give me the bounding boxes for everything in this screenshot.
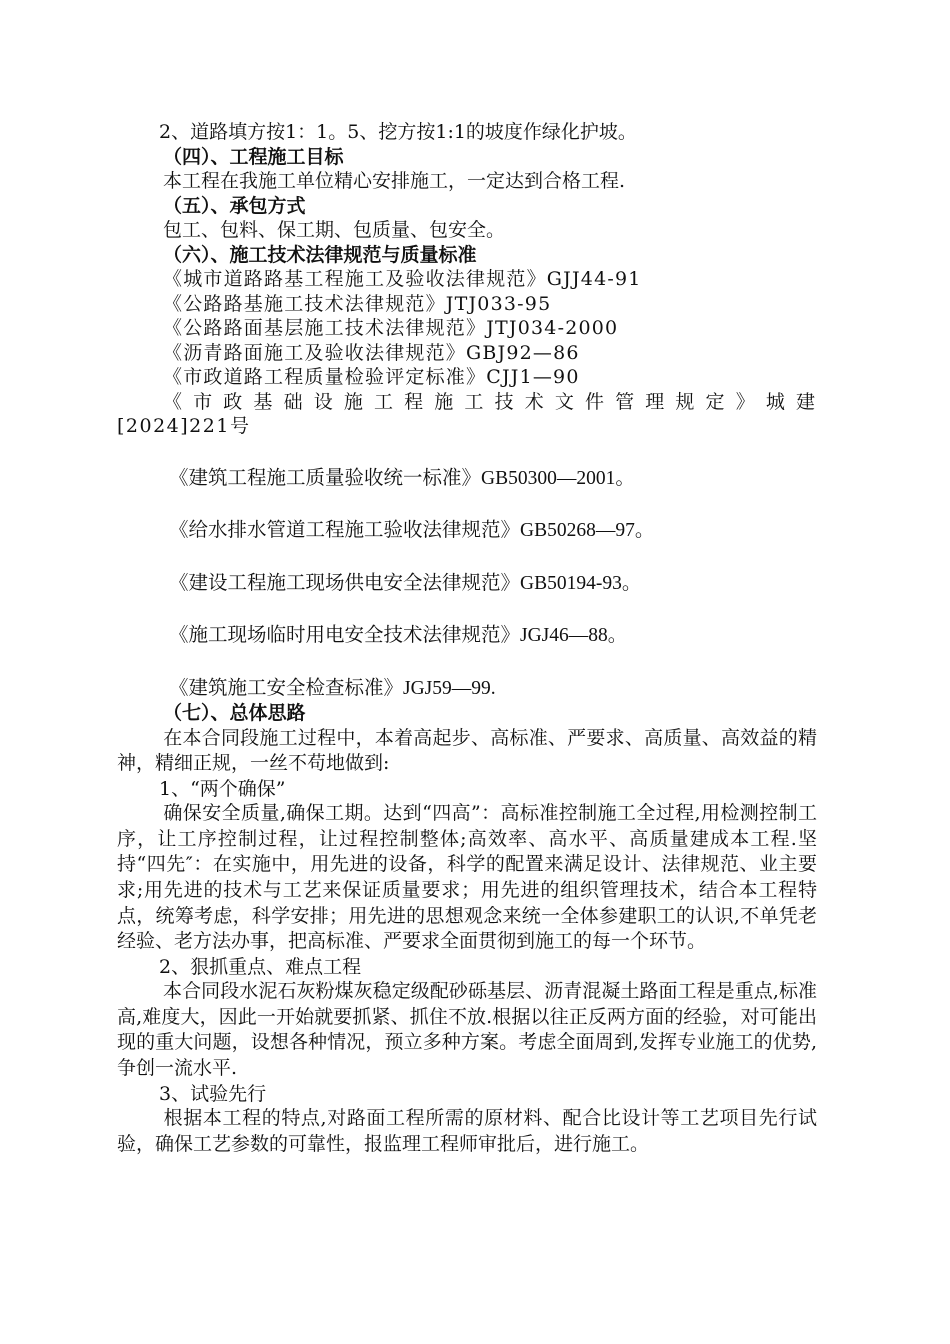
subheading: 3、试验先行 [159, 1082, 267, 1105]
document-body [117, 120, 817, 1157]
text-line: 2、道路填方按1：1。5、挖方按1:1的坡度作绿化护坡。 [159, 121, 637, 143]
paragraph-text: 在本合同段施工过程中，本着高起步、高标准、严要求、高质量、高效益的精神，精细正规，一丝不苟地做到: [117, 726, 817, 775]
standard-item-continuation: [2024]221号 [117, 415, 251, 437]
paragraph-text: 根据本工程的特点,对路面工程所需的原材料、配合比设计等工艺项目先行试验，确保工艺参数的可靠性，报监理工程师审批后，进行施工。 [117, 1107, 817, 1155]
standard-item: 《建筑施工安全检查标准》JGJ59—99. [169, 677, 496, 699]
section-heading-4: （四）、工程施工目标 [163, 145, 344, 168]
standard-item: 《给水排水管道工程施工验收法律规范》GB50268—97。 [169, 520, 655, 541]
standard-item: 《施工现场临时用电安全技术法律规范》JGJ46—88。 [169, 625, 628, 646]
paragraph [117, 1106, 817, 1157]
standard-item: 《建设工程施工现场供电安全法律规范》GB50194-93。 [169, 572, 642, 594]
text-line: 本工程在我施工单位精心安排施工，一定达到合格工程. [163, 170, 626, 192]
section-heading-5: （五）、承包方式 [163, 194, 306, 217]
paragraph [117, 801, 817, 955]
section-heading-7: （七）、总体思路 [163, 702, 306, 724]
standard-item: 《建筑工程施工质量验收统一标准》GB50300—2001。 [169, 467, 635, 489]
standard-item: 《公路路基施工技术法律规范》JTJ033-95 [163, 292, 552, 315]
paragraph [117, 979, 817, 1081]
subheading: 2、狠抓重点、难点工程 [159, 955, 362, 978]
paragraph-text: 确保安全质量,确保工期。达到“四高”：高标准控制施工全过程,用检测控制工序，让工序控制过程，让过程控制整体;高效率、高水平、高质量建成本工程.坚持“四先″：在实施中，用先进的设备，科学的配置来满足设计、法律规范、业主要求;用先进的技术与工艺来保证质量要求；用先进的组织管理技术，结合本工程特点，统筹考虑，科学安排；用先进的思想观念来统一全体参建职工的认识,不单凭老经验、老方法办事，把高标准、严要求全面贯彻到施工的每一个环节。 [117, 802, 817, 953]
section-heading-6: （六）、施工技术法律规范与质量标准 [163, 243, 477, 266]
paragraph [117, 726, 817, 777]
standard-item: 《公路路面基层施工技术法律规范》JTJ034-2000 [163, 317, 619, 339]
standard-item: 《沥青路面施工及验收法律规范》GBJ92—86 [163, 341, 580, 364]
paragraph-text: 本合同段水泥石灰粉煤灰稳定级配砂砾基层、沥青混凝土路面工程是重点,标准高,难度大，因此一开始就要抓紧、抓住不放.根据以往正反两方面的经验，对可能出现的重大问题，设想各种情况，预立多种方案。考虑全面周到,发挥专业施工的优势,争创一流水平. [117, 980, 817, 1080]
subheading: 1、“两个确保” [159, 777, 286, 800]
standard-item: 《市政道路工程质量检验评定标准》CJJ1—90 [163, 366, 580, 388]
standard-item: 《市政基础设施工程施工技术文件管理规定》城建 [163, 390, 817, 413]
text-line: 包工、包料、保工期、包质量、包安全。 [163, 219, 506, 241]
standard-item: 《城市道路路基工程施工及验收法律规范》GJJ44-91 [163, 268, 642, 290]
